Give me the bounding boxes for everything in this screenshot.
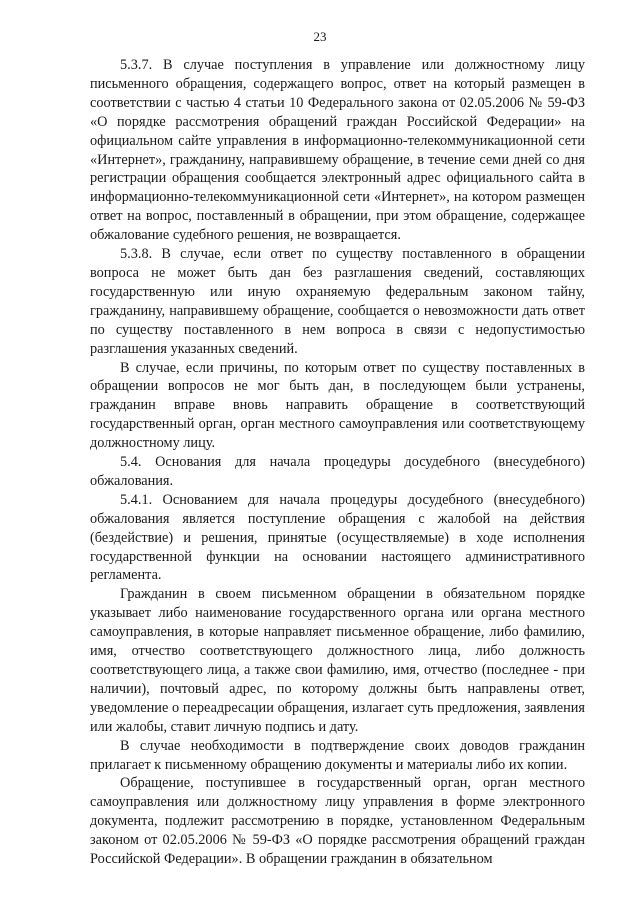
section-heading-5-4: 5.4. Основания для начала процедуры досудебного (внесудебного) обжалования. <box>90 454 585 489</box>
page-number: 23 <box>313 29 327 44</box>
paragraph-5-3-7: 5.3.7. В случае поступления в управление или должностному лицу письменного обращения, содержащего вопрос, ответ на который размещен в соответствии с частью 4 статьи 10 Федерального закона от 02.05.2006 № 59-ФЗ «О порядке рассмотрения обращений граждан Российской Федерации» на официальном сайте управления в информационно-телекоммуникационной сети «Интернет», гражданину, направившему обращение, в течение семи дней со дня регистрации обращения сообщается электронный адрес официального сайта в информационно-телекоммуникационной сети «Интернет», на котором размещен ответ на вопрос, поставленный в обращении, при этом обращение, содержащее обжалование судебного решения, не возвращается. <box>90 57 585 244</box>
paragraph-5-3-8: 5.3.8. В случае, если ответ по существу поставленного в обращении вопроса не может быть дан без разглашения сведений, составляющих государственную или иную охраняемую федеральным законом тайну, гражданину, направившему обращение, сообщается о невозможности дать ответ по существу поставленного в нем вопроса в связи с недопустимостью разглашения указанных сведений. <box>90 246 585 357</box>
paragraph-electronic-appeal: Обращение, поступившее в государственный орган, орган местного самоуправления или должностному лицу управления в форме электронного документа, подлежит рассмотрению в порядке, установленном Федеральным законом от 02.05.2006 № 59-ФЗ «О порядке рассмотрения обращений граждан Российской Федерации». В обращении гражданин в обязательном <box>90 775 585 868</box>
paragraph-5-4-1: 5.4.1. Основанием для начала процедуры досудебного (внесудебного) обжалования является поступление обращения с жалобой на действия (бездействие) и решения, принятые (осуществляемые) в ходе исполнения государственной функции на основании настоящего административного регламента. <box>90 491 585 584</box>
paragraph-repeat-appeal: В случае, если причины, по которым ответ по существу поставленных в обращении вопросов не мог быть дан, в последующем были устранены, гражданин вправе вновь направить обращение в соответствующий государственный орган, орган местного самоуправления или соответствующему должностному лицу. <box>90 359 585 452</box>
paragraph-attachments: В случае необходимости в подтверждение своих доводов гражданин прилагает к письменному обращению документы и материалы либо их копии. <box>90 737 585 773</box>
document-body <box>90 56 585 869</box>
paragraph-appeal-requirements: Гражданин в своем письменном обращении в обязательном порядке указывает либо наименование государственного органа или органа местного самоуправления, в которые направляет письменное обращение, либо фамилию, имя, отчество соответствующего должностного лица, либо должность соответствующего лица, а также свои фамилию, имя, отчество (последнее - при наличии), почтовый адрес, по которому должны быть направлены ответ, уведомление о переадресации обращения, излагает суть предложения, заявления или жалобы, ставит личную подпись и дату. <box>90 586 585 735</box>
